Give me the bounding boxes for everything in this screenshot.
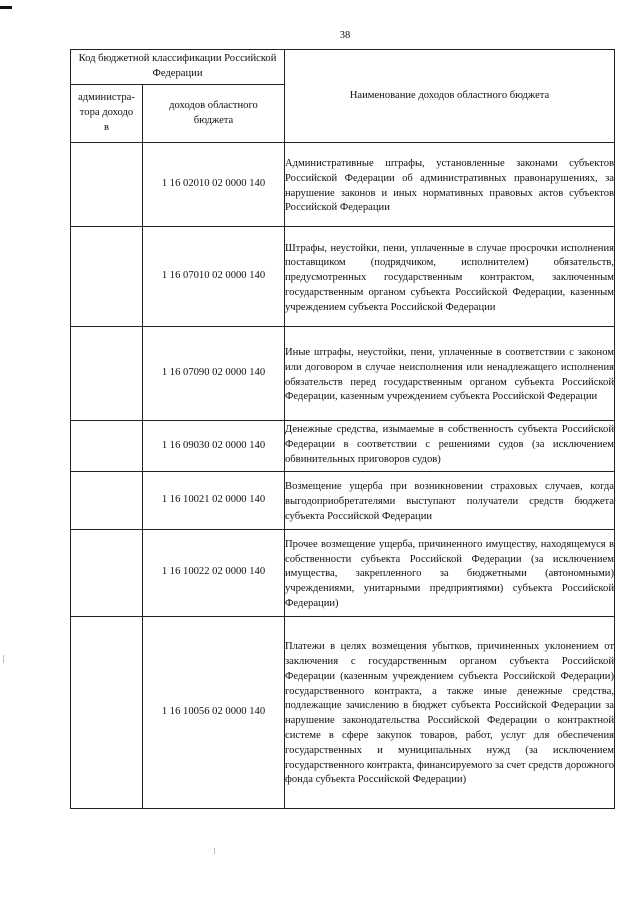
table-row [71, 143, 615, 227]
scan-speck [3, 655, 4, 663]
income-code-cell: 1 16 02010 02 0000 140 [143, 143, 285, 227]
income-name-cell [285, 529, 615, 616]
admin-code-cell [71, 616, 143, 808]
income-code-cell: 1 16 09030 02 0000 140 [143, 421, 285, 472]
income-name-text: Прочее возмещение ущерба, причиненного имуществу, находящемуся в собственности субъекта Российской Федерации (за исключением имущества, закрепленного за бюджетными (автономными) учреждениями, унитарными предприятиями) субъекта Российской Федерации) [285, 538, 614, 609]
header-budget-code-group: Код бюджетной классификации Российской Федерации [71, 50, 285, 85]
income-name-text: Административные штрафы, установленные законами субъектов Российской Федерации об административных правонарушениях, за нарушение законов и иных нормативных правовых актов субъектов Российской Федерации [285, 157, 614, 214]
admin-code-cell [71, 327, 143, 421]
income-name-text: Платежи в целях возмещения убытков, причиненных уклонением от заключения с государственным органом субъекта Российской Федерации (казенным учреждением субъекта Российской Федерации) государственного контракта, а также иные денежные средства, подлежащие зачислению в бюджет субъекта Российской Федерации за нарушение законодательства Российской Федерации о контрактной системе в сфере закупок товаров, работ, услуг для обеспечения государственных и муниципальных нужд (за исключением государственного контракта, финансируемого за счет средств дорожного фонда субъекта Российской Федерации) [285, 641, 614, 786]
admin-code-cell [71, 227, 143, 327]
header-administrator [71, 85, 143, 143]
income-name-cell [285, 472, 615, 529]
income-name-text: Возмещение ущерба при возникновении страховых случаев, когда выгодоприобретателями выступают получатели средств бюджета субъекта Российской Федерации [285, 481, 614, 522]
admin-code-cell [71, 529, 143, 616]
income-code-cell: 1 16 10021 02 0000 140 [143, 472, 285, 529]
income-code-cell: 1 16 07010 02 0000 140 [143, 227, 285, 327]
admin-code-cell [71, 421, 143, 472]
header-administrator-label: администра-тора доходов [78, 92, 135, 133]
income-name-cell [285, 327, 615, 421]
header-regional-income [143, 85, 285, 143]
table-row [71, 327, 615, 421]
table-row [71, 227, 615, 327]
table-row [71, 472, 615, 529]
income-code-cell: 1 16 10022 02 0000 140 [143, 529, 285, 616]
income-name-cell [285, 143, 615, 227]
income-name-cell [285, 616, 615, 808]
page-number: 38 [339, 30, 351, 41]
income-code-cell: 1 16 07090 02 0000 140 [143, 327, 285, 421]
table-row [71, 529, 615, 616]
income-name-cell [285, 421, 615, 472]
income-name-text: Денежные средства, изымаемые в собственность субъекта Российской Федерации в соответствии с решениями судов (за исключением обвинительных приговоров судов) [285, 424, 614, 465]
income-code-cell: 1 16 10056 02 0000 140 [143, 616, 285, 808]
header-regional-income-label: доходов областного бюджета [169, 99, 258, 126]
table-row [71, 616, 615, 808]
budget-classification-table [70, 49, 615, 809]
table-row [71, 421, 615, 472]
admin-code-cell [71, 143, 143, 227]
income-name-text: Иные штрафы, неустойки, пени, уплаченные в соответствии с законом или договором в случае неисполнения или ненадлежащего исполнения обязательств перед государственным органом субъекта Российской Федерации, казенным учреждением субъекта Российской Федерации [285, 346, 614, 403]
scan-corner-mark [0, 6, 12, 9]
income-name-cell [285, 227, 615, 327]
admin-code-cell [71, 472, 143, 529]
header-income-name: Наименование доходов областного бюджета [285, 50, 615, 143]
income-name-text: Штрафы, неустойки, пени, уплаченные в случае просрочки исполнения поставщиком (подрядчиком, исполнителем) обязательств, предусмотренных государственным контрактом, заключенным государственным органом субъекта Российской Федерации, казенным учреждением субъекта Российской Федерации [285, 242, 614, 313]
scan-speck [214, 848, 215, 854]
